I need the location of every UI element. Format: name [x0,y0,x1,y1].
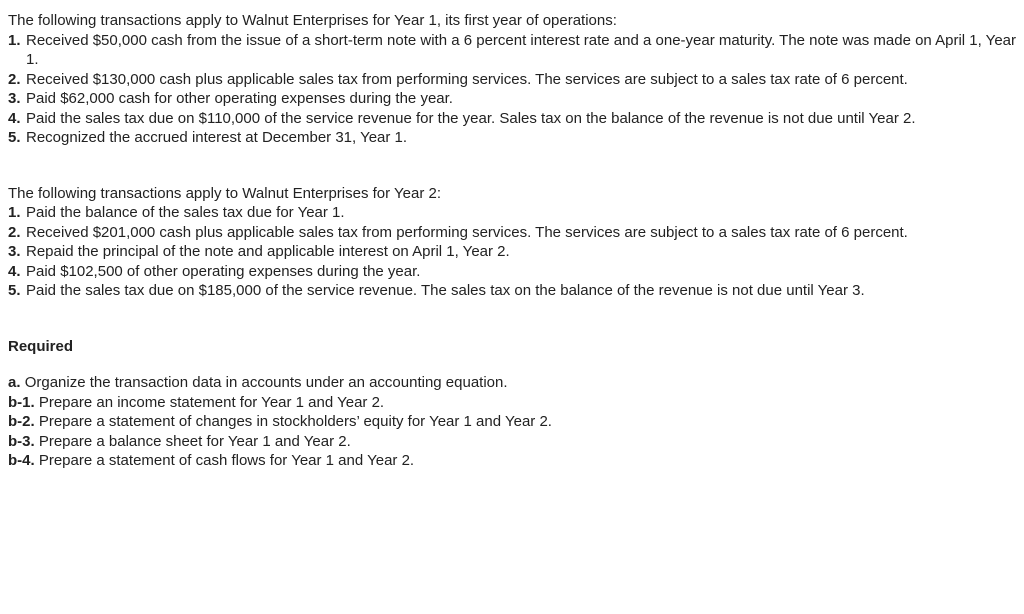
required-tag: a. [8,374,21,391]
list-item [8,262,1016,282]
list-item [8,109,1016,129]
required-tag: b-3. [8,432,35,450]
list-item [8,70,1016,90]
required-item [8,393,1016,413]
item-number: 3. [8,243,21,260]
item-text: Recognized the accrued interest at December 31, Year 1. [26,129,408,146]
item-number: 1. [8,204,21,221]
required-tag: b-4. [8,452,35,469]
required-item [8,451,1016,471]
item-text: Received $130,000 cash plus applicable sales tax from performing services. The services are subject to a sales tax rate of 6 percent. [26,70,908,88]
list-item [8,31,1016,70]
required-heading: Required [8,337,74,355]
list-item [8,242,1016,262]
required-item [8,432,1016,452]
required-text: Prepare a statement of cash flows for Year 1 and Year 2. [38,452,415,469]
year2-intro: The following transactions apply to Walnut Enterprises for Year 2: [8,184,442,202]
year1-transaction-list [8,31,1016,148]
item-text: Paid the balance of the sales tax due for Year 1. [26,204,345,221]
item-number: 5. [8,129,21,146]
item-text: Paid the sales tax due on $110,000 of the service revenue for the year. Sales tax on the balance of the revenue is not due until Year 2. [26,109,916,127]
item-number: 5. [8,282,21,299]
required-item [8,373,1016,393]
item-text: Repaid the principal of the note and applicable interest on April 1, Year 2. [26,243,510,260]
required-tag: b-1. [8,393,35,411]
year2-transaction-list [8,203,1016,301]
list-item [8,281,1016,301]
required-list [8,373,1016,471]
item-number: 3. [8,90,21,107]
list-item [8,223,1016,243]
year1-intro: The following transactions apply to Walnut Enterprises for Year 1, its first year of operations: [8,12,617,29]
item-number: 4. [8,262,21,280]
item-number: 4. [8,109,21,127]
list-item [8,89,1016,109]
required-text: Prepare an income statement for Year 1 and Year 2. [38,393,385,411]
item-text: Received $50,000 cash from the issue of a short-term note with a 6 percent interest rate and a one-year maturity. The note was made on April 1, Year 1. [26,31,1016,68]
item-text: Paid $62,000 cash for other operating expenses during the year. [26,90,453,107]
required-text: Prepare a statement of changes in stockholders’ equity for Year 1 and Year 2. [38,413,552,430]
item-number: 2. [8,223,21,241]
list-item [8,128,1016,148]
item-number: 1. [8,31,21,49]
required-item [8,412,1016,432]
item-text: Paid the sales tax due on $185,000 of the service revenue. The sales tax on the balance of the revenue is not due until Year 3. [26,282,865,299]
list-item [8,203,1016,223]
item-text: Received $201,000 cash plus applicable sales tax from performing services. The services are subject to a sales tax rate of 6 percent. [26,223,908,241]
item-number: 2. [8,70,21,88]
required-text: Organize the transaction data in accounts under an accounting equation. [24,374,508,391]
required-text: Prepare a balance sheet for Year 1 and Year 2. [38,432,351,450]
required-tag: b-2. [8,413,35,430]
item-text: Paid $102,500 of other operating expenses during the year. [26,262,421,280]
